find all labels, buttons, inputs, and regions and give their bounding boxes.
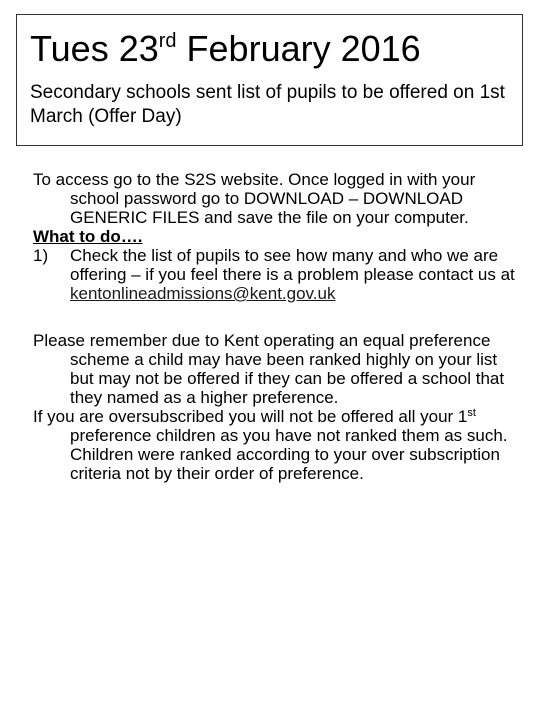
- title-box: [16, 14, 523, 146]
- oversub-text-after: preference children as you have not ranked them as such. Children were ranked according to your over subscription criteria not by their order of preference.: [70, 426, 508, 483]
- step-1-text: Check the list of pupils to see how many and who we are offering – if you feel there is a problem please contact us at: [70, 246, 515, 284]
- contact-email-link[interactable]: kentonlineadmissions@kent.gov.uk: [70, 284, 336, 303]
- step-1-number: 1): [33, 246, 49, 265]
- spacer: [33, 303, 523, 331]
- title-superscript: rd: [158, 30, 177, 52]
- page-title: [30, 28, 421, 70]
- access-instructions: To access go to the S2S website. Once logged in with your school password go to DOWNLOAD – DOWNLOAD GENERIC FILES and save the file on your computer.: [33, 170, 476, 227]
- body-content: [33, 170, 523, 483]
- preference-note: Please remember due to Kent operating an equal preference scheme a child may have been ranked highly on your list but may not be offered if they can be offered a school that they named as a higher preference.: [33, 331, 505, 407]
- step-1: [33, 246, 523, 303]
- what-to-do-heading: What to do….: [33, 227, 143, 246]
- oversubscription-note: [33, 407, 523, 483]
- title-prefix: Tues 23: [30, 28, 159, 69]
- page-subtitle: Secondary schools sent list of pupils to be offered on 1st March (Offer Day): [30, 82, 505, 127]
- oversub-superscript: st: [467, 407, 476, 419]
- oversub-text-before: If you are oversubscribed you will not be offered all your 1: [33, 407, 468, 426]
- title-suffix: February 2016: [176, 28, 421, 69]
